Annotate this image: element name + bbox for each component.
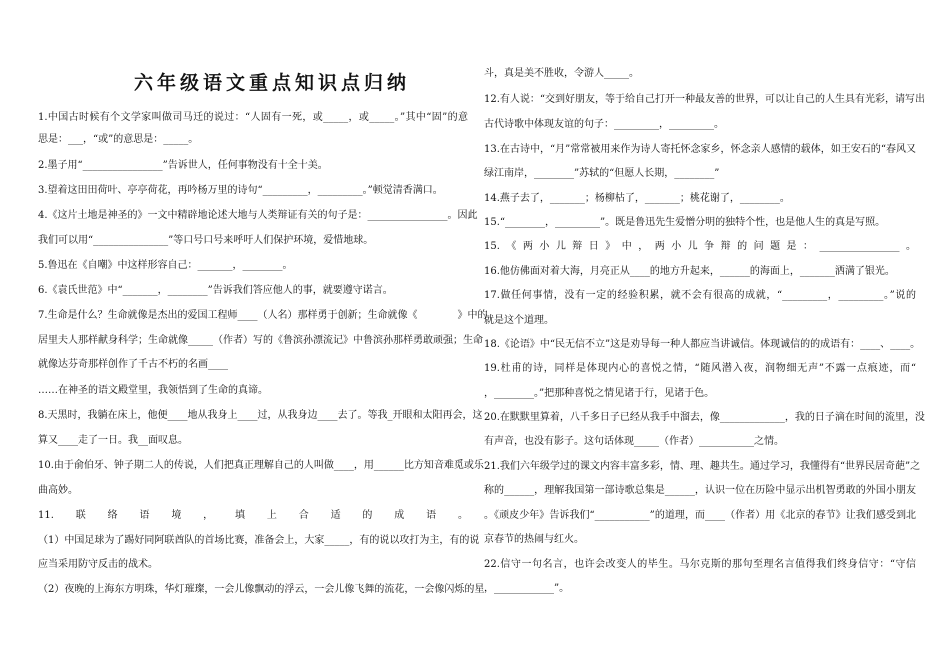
left-text-line (38, 210, 478, 221)
left-text-line (38, 160, 328, 171)
line-text: 10.由于俞伯牙、钟子期二人的传说，人们把真正理解自己的人叫做____，用______比方知音难觅或乐 (38, 460, 484, 471)
right-text-line (484, 534, 584, 545)
left-text-line (38, 584, 485, 595)
line-text: 15.“________，_________”。既是鲁迅先生爱憎分明的独特个性，也是他人生的真是写照。 (484, 217, 886, 228)
line-text: 就像达芬奇那样创作了千古不朽的名画____ (38, 359, 228, 370)
line-text: 1.中国古时候有个文学家叫做司马迁的说过：“人固有一死，或_____，或_____。”其中“固”的意 (38, 112, 468, 123)
line-text: 应当采用防守反击的战术。 (38, 559, 158, 570)
line-text: 有声音，也没有影子。这句话体现_____（作者）___________之情。 (484, 436, 784, 447)
line-text: 称的______，理解我国第一部诗歌总集是______，认识一位在历险中显示出机智勇敢的外国小朋友 (484, 485, 916, 496)
line-text: 6.《袁氏世范》中“_______，________”告诉我们答应他人的事，就要遵守诺言。 (38, 285, 393, 296)
line-text: ……在神圣的语文殿堂里，我领悟到了生命的真谛。 (38, 385, 268, 396)
right-text-line (484, 461, 921, 472)
left-text-line (38, 335, 483, 346)
line-text: 22.信守一句名言，也许会改变人的毕生。马尔克斯的那句至理名言值得我们终身信守：“守信 (484, 559, 916, 570)
left-text-line (38, 134, 198, 145)
line-text: 2.墨子用“________________”告诉世人，任何事物没有十全十美。 (38, 160, 328, 171)
line-text: 5.鲁迅在《自嘲》中这样形容自己：_______，________。 (38, 260, 293, 271)
right-text-line (484, 290, 916, 301)
left-text-line (38, 460, 484, 471)
line-text: 7.生命是什么？生命就像是杰出的爱国工程师____（人名）那样勇于创新；生命就像《 》中的 (38, 310, 488, 321)
right-text-line (484, 241, 916, 252)
left-text-line (38, 410, 483, 421)
line-text: 15.《两小儿辩日》中，两小儿争辩的问题是：________________。 (484, 241, 916, 252)
left-text-line (38, 559, 158, 570)
line-text: 12.有人说：“交到好朋友，等于给自己打开一种最友善的世界，可以让自己的人生具有光彩，请写出 (484, 94, 926, 105)
line-text: 13.在古诗中，“月”常常被用来作为诗人寄托怀念家乡，怀念亲人感情的载体，如王安石的“春风又 (484, 144, 916, 155)
line-text: 14.燕子去了，_______；杨柳枯了，_______；桃花谢了，________。 (484, 193, 790, 204)
right-text-line (484, 266, 895, 277)
right-text-line (484, 510, 916, 521)
left-text-line (38, 310, 488, 321)
right-text-line (484, 315, 554, 326)
left-text-line (38, 260, 293, 271)
left-text-line (38, 285, 393, 296)
left-text-line (38, 359, 228, 370)
right-text-line (484, 583, 569, 594)
left-text-line (38, 510, 468, 521)
line-text: 古代诗歌中体现友谊的句子：_________，_________。 (484, 119, 724, 130)
line-text: 17.做任何事情，没有一定的经验积累，就不会有很高的成就，“_________，_________。”说的 (484, 290, 916, 301)
line-text: 绿江南岸，________”苏轼的“但愿人长期，________” (484, 168, 720, 179)
line-text: 居里夫人那样献身科学；生命就像_____（作者）写的《鲁滨孙漂流记》中鲁滨孙那样勇敢顽强；生命 (38, 335, 483, 346)
line-text: 21.我们六年级学过的课文内容丰富多彩，情、理、趣共生。通过学习，我懂得有“世界民居奇葩”之 (484, 461, 921, 472)
right-text-line (484, 363, 916, 374)
left-text-line (38, 112, 468, 123)
line-text: 18.《论语》中“民无信不立”这是劝导每一种人都应当讲诚信。体现诚信的的成语有：____、____。 (484, 339, 921, 350)
line-text: 曲高妙。 (38, 485, 78, 496)
line-text: 8.天黑时，我躺在床上，他便____地从我身上____过，从我身边____去了。等我_开眼和太阳再会，这 (38, 410, 483, 421)
right-text-line (484, 193, 790, 204)
right-text-line (484, 559, 916, 570)
line-text: 就是这个道理。 (484, 315, 554, 326)
line-text: 京春节的热闹与红火。 (484, 534, 584, 545)
right-text-line (484, 68, 639, 79)
right-text-line (484, 485, 916, 496)
right-text-line (484, 412, 925, 423)
left-text-line (38, 185, 443, 196)
right-text-line (484, 168, 719, 179)
right-text-line (484, 217, 885, 228)
line-text: 16.他仿佛面对着大海，月亮正从____的地方升起来，______的海面上，_______洒满了银光。 (484, 266, 895, 277)
right-text-line (484, 144, 916, 155)
page-title: 六年级语文重点知识点归纳 (134, 72, 411, 94)
right-text-line (484, 339, 920, 350)
line-text: （1）中国足球为了踢好同阿联酋队的首场比赛，准备会上，大家_____，有的说以攻打为主，有的说 (38, 535, 480, 546)
line-text: 3.望着这田田荷叶、亭亭荷花，再吟杨万里的诗句“_________，_________。”顿觉清香满口。 (38, 185, 443, 196)
line-text: 斗，真是美不胜收，令游人_____。 (484, 68, 639, 79)
line-text: 我们可以用“_______________”等口号口号来呼吁人们保护环境，爱惜地球。 (38, 235, 374, 246)
line-text: ，________。”把那种喜悦之情见诸于行，见诸于色。 (484, 388, 715, 399)
left-text-line (38, 385, 268, 396)
line-text: 19.杜甫的诗，同样是体现内心的喜悦之情，“随风潜入夜，润物细无声”不露一点痕迹，而“ (484, 363, 916, 374)
line-text: ，____________”。 (484, 583, 570, 594)
right-text-line (484, 119, 724, 130)
right-text-line (484, 388, 714, 399)
line-text: 20.在默默里算着，八千多日子已经从我手中溜去，像_____________，我的日子滴在时间的流里，没 (484, 412, 925, 423)
right-text-line (484, 436, 784, 447)
left-text-line (38, 435, 188, 446)
left-text-line (38, 485, 78, 496)
line-text: （2）夜晚的上海东方明珠，华灯璀璨，一会儿像飘动的浮云，一会儿像飞舞的流花，一会像闪烁的星 (38, 584, 485, 595)
left-text-line (38, 235, 373, 246)
line-text: 思是：___，“或”的意思是：_____。 (38, 134, 199, 145)
line-text: 11.联络语境，填上合适的成语。 (38, 510, 468, 521)
left-text-line (38, 535, 480, 546)
right-text-line (484, 94, 926, 105)
line-text: 。《顽皮少年》告诉我们“___________”的道理，而____（作者）用《北京的春节》让我们感受到北 (484, 510, 916, 521)
line-text: 算又____走了一日。我__面叹息。 (38, 435, 188, 446)
line-text: 4.《这片土地是神圣的》一文中精辟地论述大地与人类辩证有关的句子是：________________。因此 (38, 210, 478, 221)
